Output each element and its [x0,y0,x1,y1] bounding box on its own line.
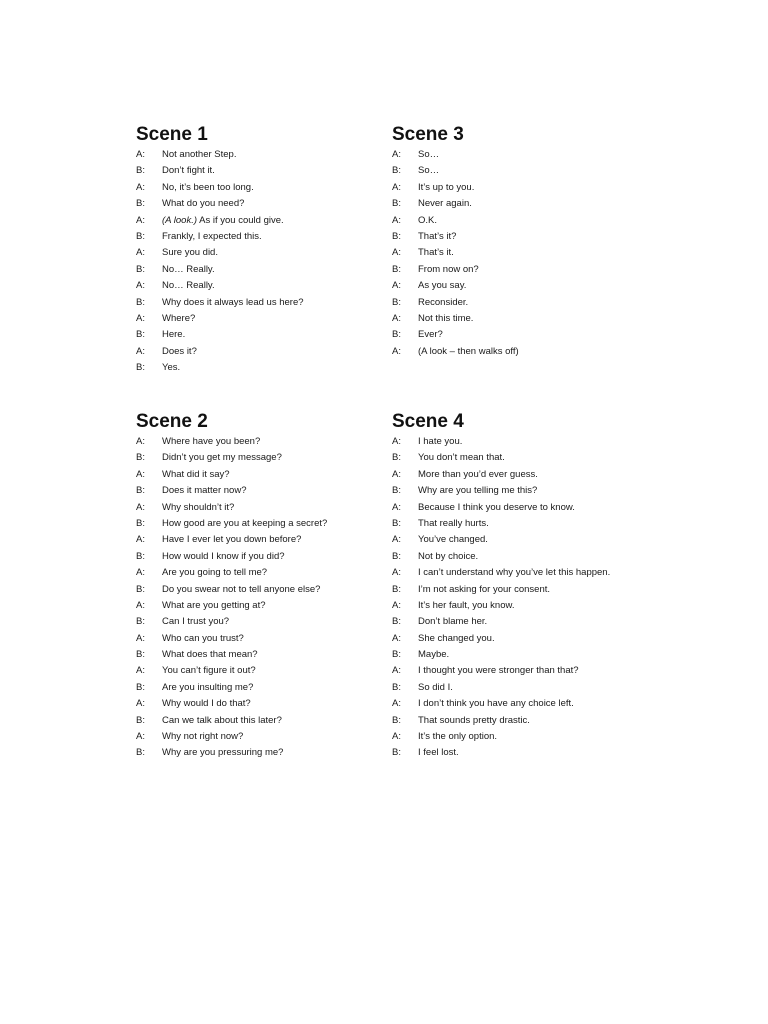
speaker-label: A: [136,534,145,546]
speaker-label: A: [136,345,145,357]
dialogue-line [136,329,366,341]
scene-title: Scene 4 [392,411,464,432]
speaker-label: B: [392,747,401,759]
dialogue-text: From now on? [418,263,479,275]
dialogue-text: Do you swear not to tell anyone else? [162,583,321,595]
dialogue-line [136,518,366,530]
dialogue-text: No… Really. [162,280,215,292]
dialogue-text: That’s it? [418,230,457,242]
scene-4-block [392,411,622,764]
speaker-label: B: [136,165,145,177]
dialogue-text: Why does it always lead us here? [162,296,304,308]
speaker-label: B: [392,296,401,308]
speaker-label: B: [136,230,145,242]
dialogue-text [162,215,366,227]
speaker-label: A: [392,698,401,710]
dialogue-text: Are you going to tell me? [162,567,268,579]
dialogue-line [392,502,622,514]
dialogue-text: Why not right now? [162,731,244,743]
speaker-label: B: [392,681,401,693]
dialogue-line [392,313,622,325]
speaker-label: A: [136,698,145,710]
speaker-label: B: [136,583,145,595]
speaker-label: A: [392,312,401,324]
dialogue-text: Don’t blame her. [418,616,488,628]
speaker-label: B: [136,362,145,374]
dialogue-line [136,747,366,759]
dialogue-text: Why would I do that? [162,698,251,710]
speaker-label: B: [392,517,401,529]
dialogue-line [392,518,622,530]
dialogue-line [136,534,366,546]
dialogue-line [136,264,366,276]
speaker-label: B: [136,452,145,464]
dialogue-line [136,485,366,497]
dialogue-line [136,469,366,481]
speaker-label: A: [392,567,401,579]
dialogue-line [136,452,366,464]
dialogue-line [136,182,366,194]
dialogue-text: Why are you telling me this? [418,485,538,497]
dialogue-text: Not another Step. [162,149,237,160]
speaker-label: A: [136,468,145,480]
speaker-label: B: [136,616,145,628]
speaker-label: B: [136,517,145,529]
dialogue-line [136,731,366,743]
dialogue-text: She changed you. [418,632,495,644]
dialogue-text: As you say. [418,280,467,292]
dialogue-text: That really hurts. [418,517,489,529]
dialogue-text: You don’t mean that. [418,452,505,464]
speaker-label: A: [136,312,145,324]
dialogue-text: More than you’d ever guess. [418,468,538,480]
speaker-label: B: [392,485,401,497]
dialogue-text: What do you need? [162,198,245,210]
dialogue-text: Maybe. [418,649,450,661]
dialogue-text: So did I. [418,681,453,693]
dialogue-text: Never again. [418,198,472,210]
dialogue-text: Are you insulting me? [162,681,254,693]
dialogue-line [136,567,366,579]
dialogue-line [392,198,622,210]
dialogue-line [392,436,622,448]
dialogue-text: Does it? [162,345,197,357]
speaker-label: A: [136,731,145,743]
dialogue-text: So… [418,149,440,160]
dialogue-line [136,436,366,448]
dialogue-line [136,215,366,227]
dialogue-line [392,149,622,161]
speaker-label: B: [392,616,401,628]
speaker-label: A: [392,468,401,480]
speaker-label: B: [392,452,401,464]
speaker-label: A: [392,280,401,292]
scene-title: Scene 3 [392,124,464,145]
dialogue-line [392,329,622,341]
dialogue-text: Yes. [162,362,181,374]
speaker-label: A: [136,436,145,447]
speaker-label: B: [136,296,145,308]
dialogue-line [392,452,622,464]
dialogue-text: Sure you did. [162,247,218,259]
dialogue-text: Here. [162,329,186,341]
dialogue-line [392,231,622,243]
speaker-label: B: [392,714,401,726]
dialogue-line [392,616,622,628]
speaker-label: A: [392,436,401,447]
speaker-label: A: [136,599,145,611]
dialogue-line [392,584,622,596]
speaker-label: B: [136,649,145,661]
dialogue-line [136,149,366,161]
dialogue-text: I can’t understand why you’ve let this happen. [418,567,611,579]
dialogue-line [136,198,366,210]
dialogue-text: I hate you. [418,436,463,447]
dialogue-line [392,182,622,194]
speaker-label: A: [392,214,401,226]
scene-title: Scene 1 [136,124,208,145]
dialogue-text: You can’t figure it out? [162,665,256,677]
dialogue-text: O.K. [418,214,438,226]
dialogue-text: No… Really. [162,263,215,275]
speaker-label: A: [136,501,145,513]
speaker-label: B: [136,714,145,726]
dialogue-line [392,567,622,579]
dialogue-line [392,485,622,497]
speaker-label: A: [136,181,145,193]
speaker-label: A: [392,501,401,513]
dialogue-line [136,362,366,374]
dialogue-line [136,665,366,677]
dialogue-line [392,280,622,292]
scene-title: Scene 2 [136,411,208,432]
scene-2-block [136,411,366,764]
speaker-label: B: [392,263,401,275]
dialogue-list [136,149,366,374]
dialogue-line [392,747,622,759]
speaker-label: B: [136,681,145,693]
speaker-label: B: [392,329,401,341]
speaker-label: A: [136,280,145,292]
scene-1-block [136,124,366,378]
dialogue-text: Not this time. [418,312,474,324]
dialogue-line [136,633,366,645]
dialogue-line [136,600,366,612]
dialogue-text: Where? [162,312,196,324]
dialogue-line [392,215,622,227]
dialogue-line [136,649,366,661]
dialogue-line [136,551,366,563]
dialogue-line [136,502,366,514]
dialogue-text: How would I know if you did? [162,550,285,562]
dialogue-line [136,165,366,177]
dialogue-text: Ever? [418,329,443,341]
dialogue-line [136,346,366,358]
dialogue-line [392,247,622,259]
dialogue-line [392,165,622,177]
dialogue-text: You’ve changed. [418,534,488,546]
dialogue-line [392,551,622,563]
dialogue-line [392,469,622,481]
dialogue-text: Why shouldn’t it? [162,501,235,513]
dialogue-line [392,600,622,612]
speaker-label: B: [136,550,145,562]
dialogue-text: What are you getting at? [162,599,266,611]
dialogue-text: Didn’t you get my message? [162,452,282,464]
dialogue-line [392,633,622,645]
dialogue-line [392,534,622,546]
speaker-label: B: [392,198,401,210]
dialogue-line [392,665,622,677]
speaker-label: A: [136,214,145,226]
dialogue-text: I’m not asking for your consent. [418,583,551,595]
dialogue-line [136,297,366,309]
speaker-label: A: [136,149,145,160]
speaker-label: B: [136,747,145,759]
dialogue-line [136,247,366,259]
dialogue-text: Frankly, I expected this. [162,230,262,242]
dialogue-text: No, it’s been too long. [162,181,254,193]
dialogue-line [392,649,622,661]
dialogue-line [136,682,366,694]
speaker-label: A: [392,632,401,644]
dialogue-line [136,231,366,243]
dialogue-text: Where have you been? [162,436,261,447]
dialogue-line [392,731,622,743]
dialogue-text: Can I trust you? [162,616,230,628]
speaker-label: B: [392,649,401,661]
dialogue-text: It’s up to you. [418,181,475,193]
speaker-label: B: [136,263,145,275]
speaker-label: B: [392,165,401,177]
dialogue-line [136,715,366,727]
dialogue-text: Have I ever let you down before? [162,534,302,546]
speaker-label: A: [392,599,401,611]
speaker-label: A: [392,345,401,357]
dialogue-text: That’s it. [418,247,454,259]
dialogue-text: So… [418,165,440,177]
dialogue-line [392,264,622,276]
speaker-label: B: [136,329,145,341]
speaker-label: B: [392,230,401,242]
speaker-label: A: [392,181,401,193]
dialogue-list [392,149,622,358]
dialogue-line [136,313,366,325]
dialogue-text: (A look – then walks off) [418,345,519,357]
dialogue-text: How good are you at keeping a secret? [162,517,328,529]
dialogue-line [136,584,366,596]
dialogue-text: Can we talk about this later? [162,714,282,726]
dialogue-line [392,715,622,727]
speaker-label: B: [136,485,145,497]
speaker-label: A: [392,731,401,743]
dialogue-line [392,698,622,710]
scene-3-block [392,124,622,362]
dialogue-text: What did it say? [162,468,230,480]
stage-direction: (A look.) [162,214,198,226]
speaker-label: A: [136,247,145,259]
speaker-label: A: [392,665,401,677]
speaker-label: A: [392,247,401,259]
speaker-label: A: [136,665,145,677]
dialogue-list [136,436,366,759]
speaker-label: A: [392,534,401,546]
dialogue-line [392,297,622,309]
speaker-label: A: [136,567,145,579]
speaker-label: B: [136,198,145,210]
dialogue-line [136,280,366,292]
dialogue-text: That sounds pretty drastic. [418,714,530,726]
speaker-label: B: [392,583,401,595]
dialogue-line [392,346,622,358]
dialogue-text: Does it matter now? [162,485,247,497]
dialogue-line [136,698,366,710]
dialogue-text: Reconsider. [418,296,469,308]
dialogue-text: I feel lost. [418,747,459,759]
dialogue-text: It’s her fault, you know. [418,599,515,611]
dialogue-text: It’s the only option. [418,731,498,743]
dialogue-text: Don’t fight it. [162,165,215,177]
dialogue-text: Who can you trust? [162,632,244,644]
dialogue-text: I thought you were stronger than that? [418,665,579,677]
dialogue-list [392,436,622,759]
speaker-label: B: [392,550,401,562]
dialogue-line [392,682,622,694]
dialogue-text: I don’t think you have any choice left. [418,698,574,710]
dialogue-text-rest: As if you could give. [197,214,284,226]
speaker-label: A: [136,632,145,644]
dialogue-text: Why are you pressuring me? [162,747,284,759]
dialogue-line [136,616,366,628]
dialogue-text: What does that mean? [162,649,258,661]
dialogue-text: Because I think you deserve to know. [418,501,575,513]
dialogue-text: Not by choice. [418,550,479,562]
speaker-label: A: [392,149,401,160]
